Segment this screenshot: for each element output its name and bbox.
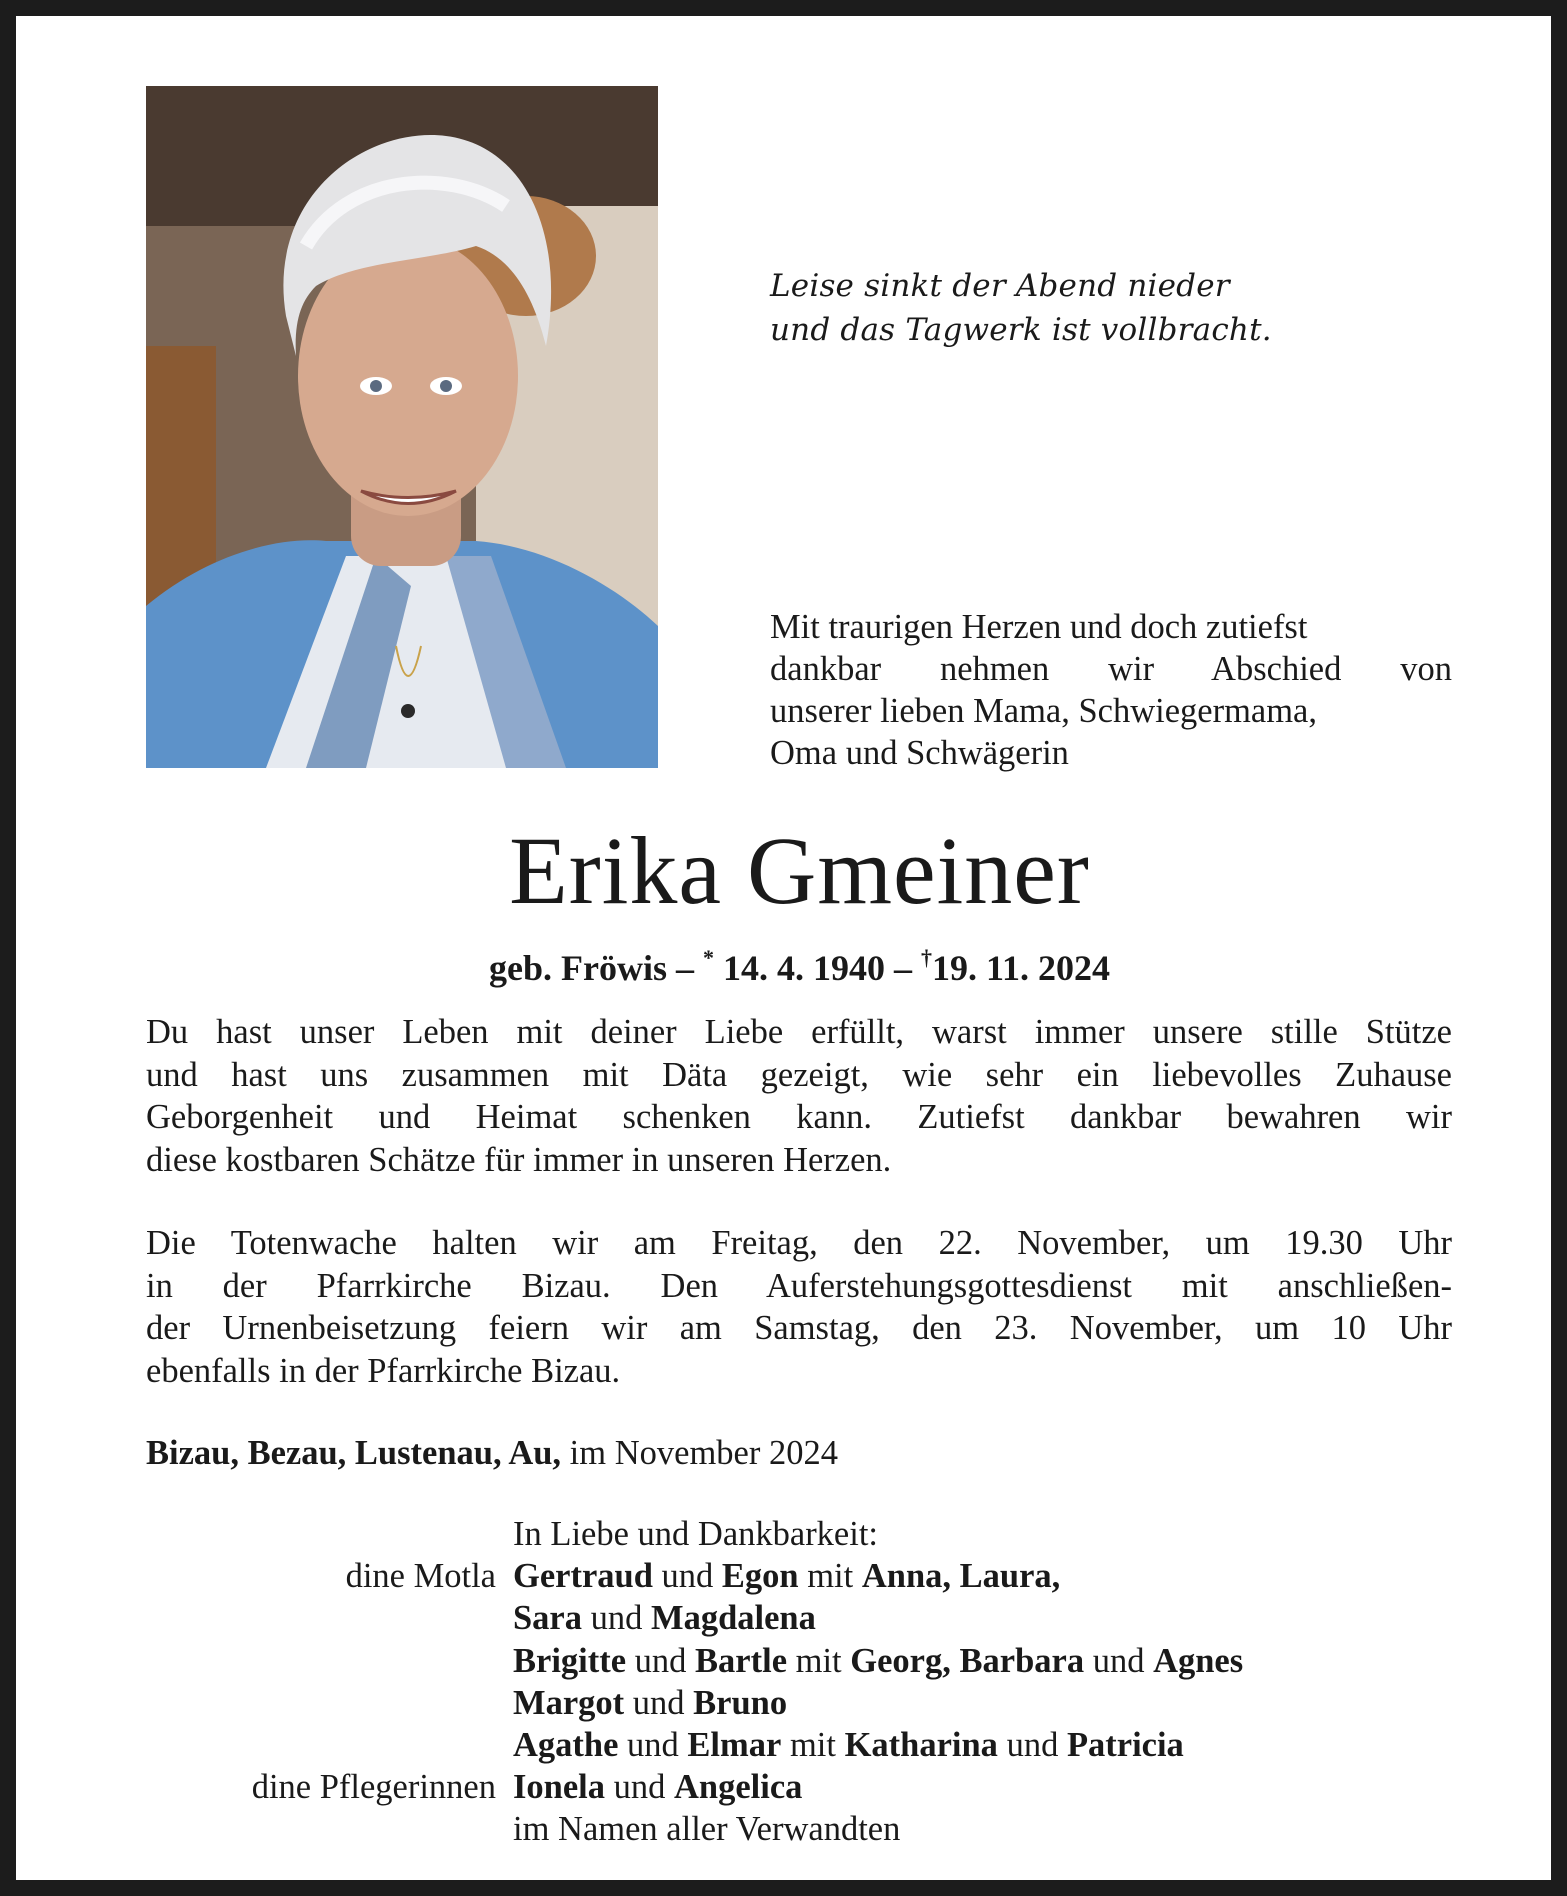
signature-row [16, 1682, 1567, 1724]
death-symbol: † [920, 945, 932, 970]
birth-symbol: * [702, 945, 714, 970]
signature-row [16, 1640, 1567, 1682]
quote-line: Leise sinkt der Abend nieder [770, 268, 1230, 304]
life-dates: geb. Fröwis – * 14. 4. 1940 – †19. 11. 2024 [489, 945, 1110, 988]
relation-label: dine Motla [345, 1557, 496, 1596]
paragraph-line: Geborgenheit und Heimat schenken kann. Zutiefst dankbar bewahren wir [146, 1098, 1452, 1136]
paragraph-line: Du hast unser Leben mit deiner Liebe erfüllt, warst immer unsere stille Stütze [146, 1013, 1452, 1051]
paragraph-line: der Urnenbeisetzung feiern wir am Samstag, den 23. November, um 10 Uhr [146, 1309, 1452, 1347]
quote-line: und das Tagwerk ist vollbracht. [770, 312, 1272, 348]
family-names: Margot und Bruno [513, 1683, 788, 1722]
signature-block [16, 1513, 1567, 1851]
family-names: Brigitte und Bartle mit Georg, Barbara und Agnes [513, 1641, 1244, 1680]
intro-line: dankbar nehmen wir Abschied von [770, 650, 1452, 688]
intro-line: Oma und Schwägerin [770, 734, 1069, 772]
intro-line: Mit traurigen Herzen und doch zutiefst [770, 608, 1308, 646]
signature-row [16, 1808, 1567, 1850]
family-names: Agathe und Elmar mit Katharina und Patricia [513, 1725, 1184, 1764]
signature-row [16, 1766, 1567, 1808]
place-date: im November 2024 [569, 1434, 838, 1472]
intro-line: unserer lieben Mama, Schwiegermama, [770, 692, 1317, 730]
birth-name: geb. Fröwis [489, 948, 667, 988]
quote [770, 264, 1272, 352]
ceremony-paragraph [146, 1222, 1452, 1392]
family-names: Ionela und Angelica [513, 1768, 803, 1807]
relation-label: dine Pflegerinnen [251, 1768, 496, 1807]
intro-text [770, 606, 1452, 774]
death-date: 19. 11. 2024 [931, 948, 1110, 988]
paragraph-line: diese kostbaren Schätze für immer in unseren Herzen. [146, 1140, 892, 1179]
signature-row [16, 1513, 1567, 1555]
family-names: Gertraud und Egon mit Anna, Laura, [513, 1557, 1061, 1596]
deceased-name: Erika Gmeiner [509, 817, 1090, 924]
tribute-paragraph [146, 1011, 1452, 1181]
signature-heading: In Liebe und Dankbarkeit: [513, 1515, 878, 1553]
signature-row [16, 1597, 1567, 1639]
paragraph-line: ebenfalls in der Pfarrkirche Bizau. [146, 1351, 621, 1390]
paragraph-line: in der Pfarrkirche Bizau. Den Auferstehungsgottesdienst mit anschließen- [146, 1266, 1452, 1305]
signature-row [16, 1555, 1567, 1597]
portrait-photo [146, 86, 658, 768]
paragraph-line: und hast uns zusammen mit Däta gezeigt, wie sehr ein liebevolles Zuhause [146, 1055, 1452, 1094]
family-names: Sara und Magdalena [513, 1599, 816, 1638]
signature-row [16, 1724, 1567, 1766]
paragraph-line: Die Totenwache halten wir am Freitag, den 22. November, um 19.30 Uhr [146, 1224, 1452, 1262]
birth-date: 14. 4. 1940 [722, 948, 885, 988]
signature-closing: im Namen aller Verwandten [513, 1810, 901, 1849]
place-towns: Bizau, Bezau, Lustenau, Au, [146, 1434, 562, 1472]
place-date-line [146, 1431, 838, 1475]
portrait-illustration [146, 86, 658, 768]
